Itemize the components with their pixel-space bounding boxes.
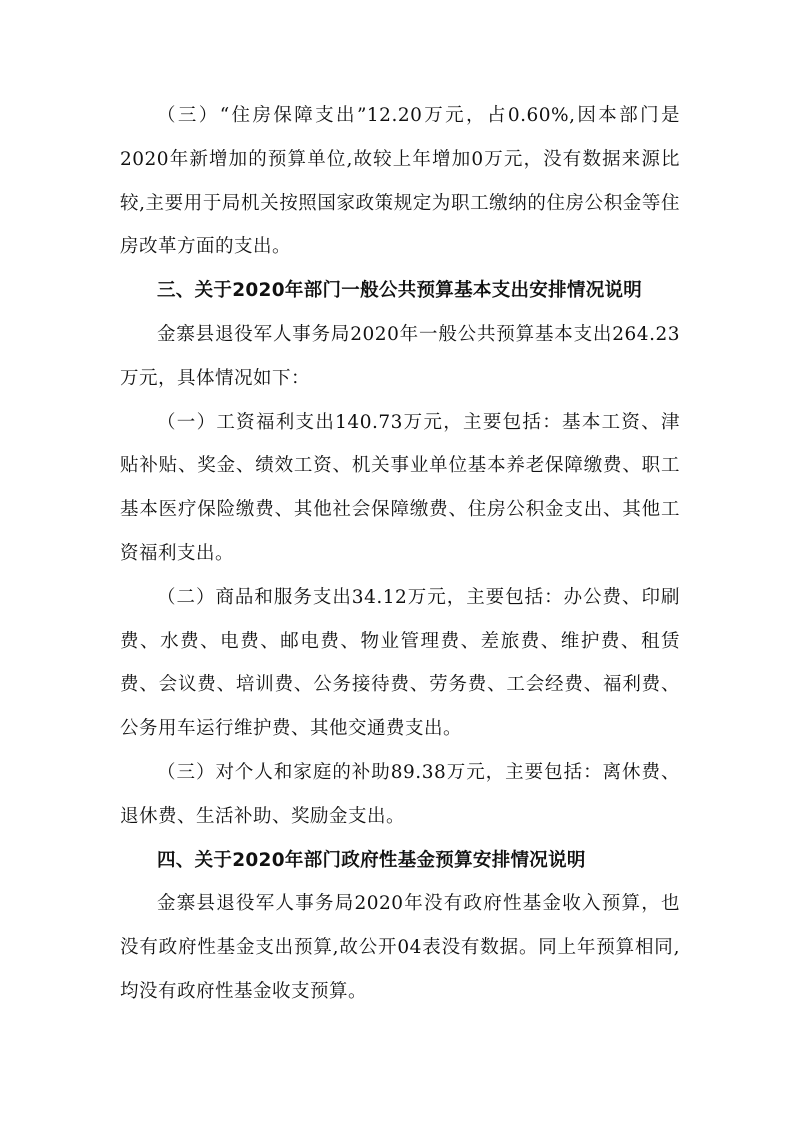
- paragraph-housing-support: （三）“住房保障支出”12.20万元，占0.60%,因本部门是2020年新增加的预算单位,故较上年增加0万元，没有数据来源比较,主要用于局机关按照国家政策规定为职工缴纳的住房公积金等住房改革方面的支出。: [120, 105, 680, 258]
- paragraph-government-fund: 金寨县退役军人事务局2020年没有政府性基金收入预算，也没有政府性基金支出预算,故公开04表没有数据。同上年预算相同,均没有政府性基金收支预算。: [120, 893, 680, 1002]
- document-body: [120, 94, 680, 1014]
- paragraph-basic-expenditure-total: 金寨县退役军人事务局2020年一般公共预算基本支出264.23万元，具体情况如下：: [120, 323, 680, 389]
- paragraph-individual-subsidy: （三）对个人和家庭的补助89.38万元，主要包括：离休费、退休费、生活补助、奖励金支出。: [120, 761, 680, 827]
- section-heading-government-fund: 四、关于2020年部门政府性基金预算安排情况说明: [157, 849, 586, 871]
- paragraph-goods-services: （二）商品和服务支出34.12万元，主要包括：办公费、印刷费、水费、电费、邮电费、物业管理费、差旅费、维护费、租赁费、会议费、培训费、公务接待费、劳务费、工会经费、福利费、公务用车运行维护费、其他交通费支出。: [120, 586, 680, 740]
- paragraph-salary-welfare: （一）工资福利支出140.73万元，主要包括：基本工资、津贴补贴、奖金、绩效工资、机关事业单位基本养老保障缴费、职工基本医疗保险缴费、其他社会保障缴费、住房公积金支出、其他工资福利支出。: [120, 411, 680, 564]
- section-heading-basic-expenditure: 三、关于2020年部门一般公共预算基本支出安排情况说明: [157, 280, 643, 302]
